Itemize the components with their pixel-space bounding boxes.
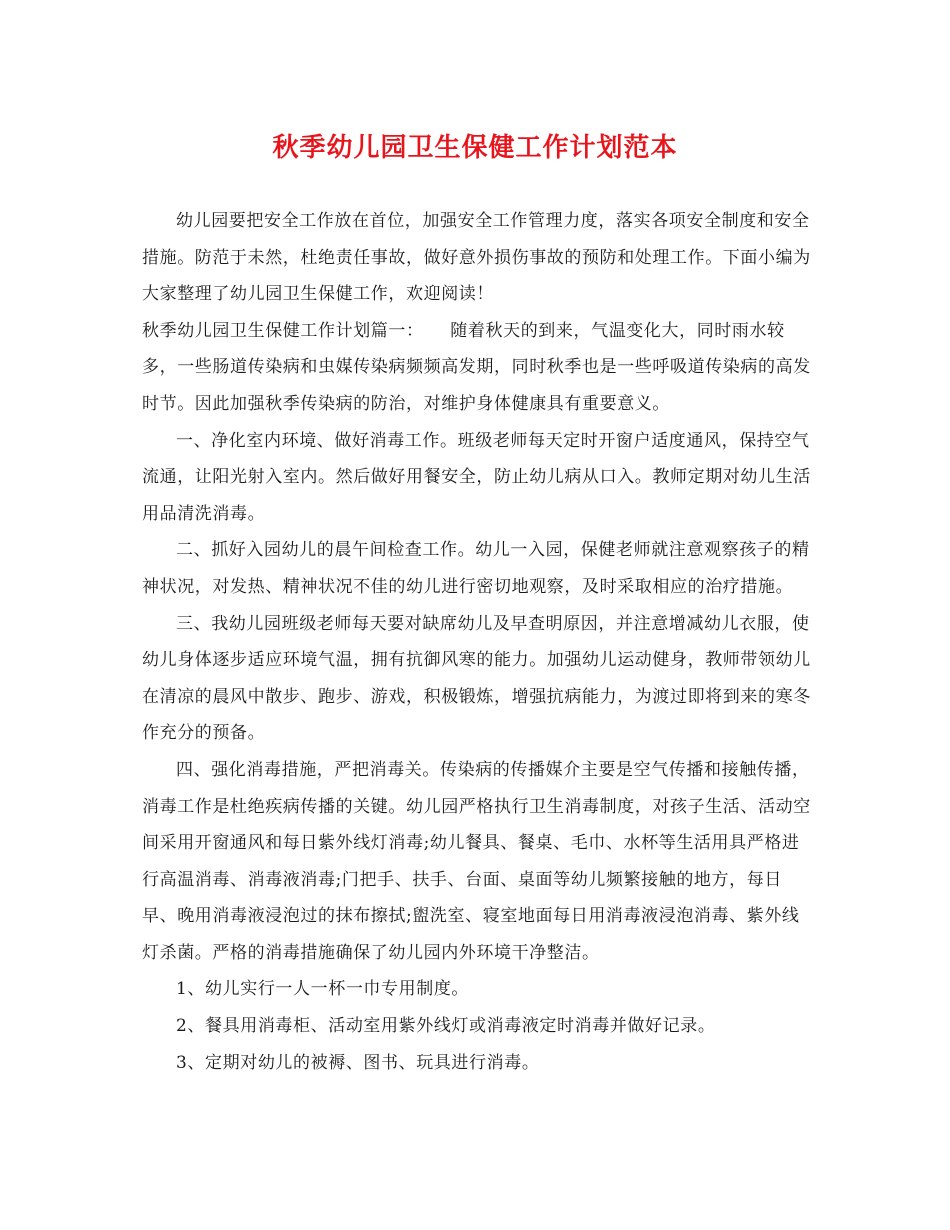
paragraph-section-2: 二、抓好入园幼儿的晨午间检查工作。幼儿一入园，保健老师就注意观察孩子的精神状况，对发热、精神状况不佳的幼儿进行密切地观察，及时采取相应的治疗措施。: [142, 540, 810, 597]
paragraph-plan-one: 秋季幼儿园卫生保健工作计划篇一： 随着秋天的到来，气温变化大，同时雨水较多，一些肠道传染病和虫媒传染病频频高发期，同时秋季也是一些呼吸道传染病的高发时节。因此加强秋季传染病的防治，对维护身体健康具有重要意义。: [142, 320, 811, 414]
paragraph-section-3: 三、我幼儿园班级老师每天要对缺席幼儿及早查明原因，并注意增减幼儿衣服，使幼儿身体逐步适应环境气温，拥有抗御风寒的能力。加强幼儿运动健身，教师带领幼儿在清凉的晨风中散步、跑步、游戏，积极锻炼，增强抗病能力，为渡过即将到来的寒冬作充分的预备。: [142, 613, 811, 744]
list-item-2: 2、餐具用消毒柜、活动室用紫外线灯或消毒液定时消毒并做好记录。: [176, 1016, 716, 1037]
list-item-1: 1、幼儿实行一人一杯一巾专用制度。: [176, 979, 470, 1000]
document-title: 秋季幼儿园卫生保健工作计划范本: [272, 133, 678, 163]
document-body: [142, 203, 816, 1081]
paragraph-section-1: 一、净化室内环境、做好消毒工作。班级老师每天定时开窗户适度通风，保持空气流通，让阳光射入室内。然后做好用餐安全，防止幼儿病从口入。教师定期对幼儿生活用品清洗消毒。: [142, 430, 811, 524]
list-item-3: 3、定期对幼儿的被褥、图书、玩具进行消毒。: [176, 1052, 540, 1073]
paragraph-section-4: 四、强化消毒措施，严把消毒关。传染病的传播媒介主要是空气传播和接触传播，消毒工作是杜绝疾病传播的关键。幼儿园严格执行卫生消毒制度，对孩子生活、活动空间采用开窗通风和每日紫外线灯消毒;幼儿餐具、餐桌、毛巾、水杯等生活用具严格进行高温消毒、消毒液消毒;门把手、扶手、台面、桌面等幼儿频繁接触的地方，每日早、晚用消毒液浸泡过的抹布擦拭;盥洗室、寝室地面每日用消毒液浸泡消毒、紫外线灯杀菌。严格的消毒措施确保了幼儿园内外环境干净整洁。: [142, 759, 811, 963]
paragraph-intro: 幼儿园要把安全工作放在首位，加强安全工作管理力度，落实各项安全制度和安全措施。防范于未然，杜绝责任事故，做好意外损伤事故的预防和处理工作。下面小编为大家整理了幼儿园卫生保健工作，欢迎阅读！: [142, 211, 811, 305]
